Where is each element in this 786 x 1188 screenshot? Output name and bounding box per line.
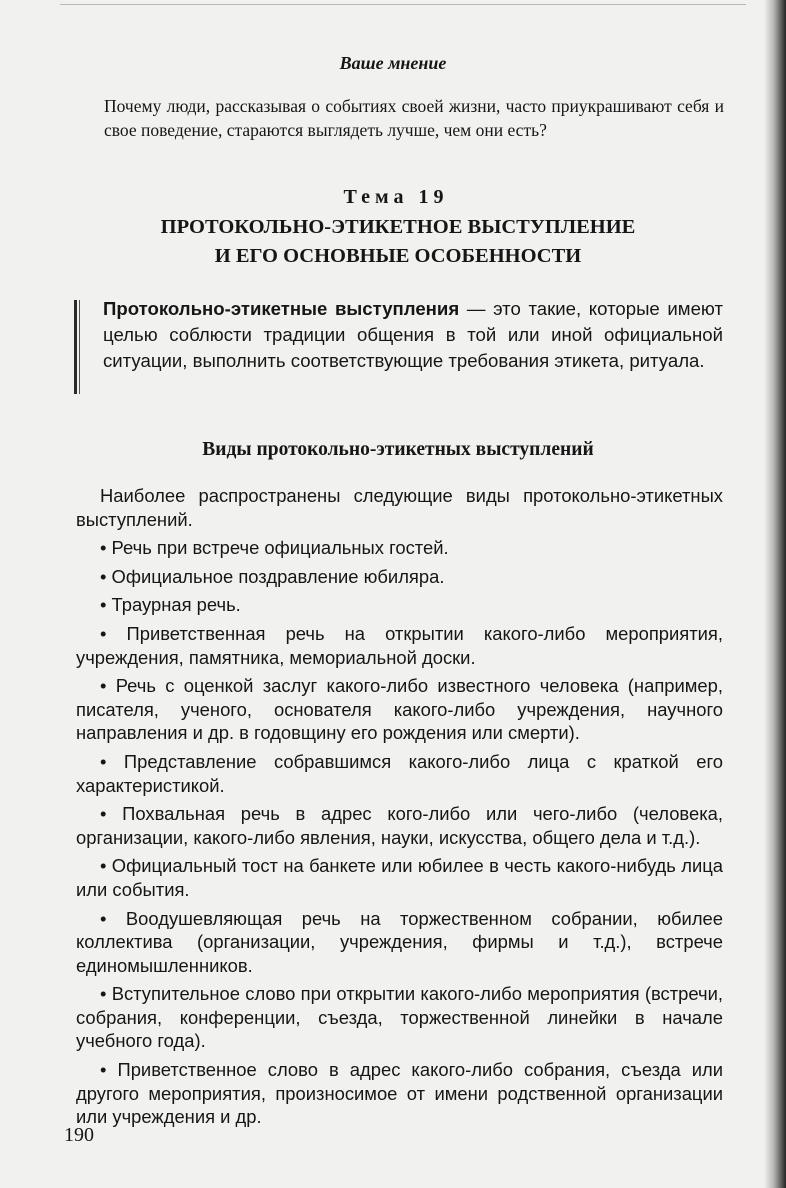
definition-marker-bar-thin: [79, 300, 80, 394]
opinion-question: Почему люди, рассказывая о событиях своей жизни, часто приукрашивают себя и свое поведение, стараются выглядеть лучше, чем они есть?: [104, 96, 724, 140]
definition-marker-bar: [74, 300, 77, 394]
list-item: • Речь с оценкой заслуг какого-либо известного человека (например, писателя, ученого, основателя какого-либо учреждения, научного направления и др. в годовщину его рождения или смерти).: [76, 675, 723, 744]
list-item: • Официальное поздравление юбиляра.: [100, 565, 445, 587]
theme-title-line-2: И ЕГО ОСНОВНЫЕ ОСОБЕННОСТИ: [214, 245, 582, 267]
definition-text: — это такие, которые имеют целью соблюсти традиции общения в той или иной официальной ситуации, выполнить соответствующие требования этикета, ритуала.: [103, 298, 723, 371]
list-item: • Воодушевляющая речь на торжественном собрании, юбилее коллектива (организации, учреждения, фирмы и т.д.), встрече единомышленников.: [76, 907, 723, 976]
definition-block: [103, 296, 723, 374]
list-item: • Приветственное слово в адрес какого-либо собрания, съезда или другого мероприятия, произносимое от имени родственной организации или учреждения и др.: [76, 1059, 723, 1128]
list-item: • Речь при встрече официальных гостей.: [100, 537, 449, 559]
list-item: • Вступительное слово при открытии какого-либо мероприятия (встречи, собрания, конференции, съезда, торжественной линейки в начале учебного года).: [76, 983, 723, 1052]
top-border-line: [60, 4, 746, 5]
definition-term: Протокольно-этикетные выступления: [103, 298, 460, 319]
list-item: • Траурная речь.: [100, 594, 241, 616]
theme-title: [0, 213, 786, 271]
page-number: 190: [64, 1124, 94, 1146]
theme-number: Тема 19: [343, 186, 449, 208]
section-heading: Виды протокольно-этикетных выступлений: [202, 439, 594, 460]
page-edge-shadow: [764, 0, 786, 1188]
list-item: • Официальный тост на банкете или юбилее в честь какого-нибудь лица или события.: [76, 855, 723, 900]
list-item: • Похвальная речь в адрес кого-либо или чего-либо (человека, организации, какого-либо явления, науки, искусства, общего дела и т.д.).: [76, 803, 723, 848]
speech-types-list: [76, 484, 723, 1134]
theme-title-line-1: ПРОТОКОЛЬНО-ЭТИКЕТНОЕ ВЫСТУПЛЕНИЕ: [160, 216, 636, 238]
intro-paragraph: Наиболее распространены следующие виды протокольно-этикетных выступлений.: [76, 485, 723, 530]
opinion-heading: Ваше мнение: [339, 53, 447, 73]
list-item: • Приветственная речь на открытии какого-либо мероприятия, учреждения, памятника, мемориальной доски.: [76, 622, 723, 668]
list-item: • Представление собравшимся какого-либо лица с краткой его характеристикой.: [76, 750, 723, 796]
